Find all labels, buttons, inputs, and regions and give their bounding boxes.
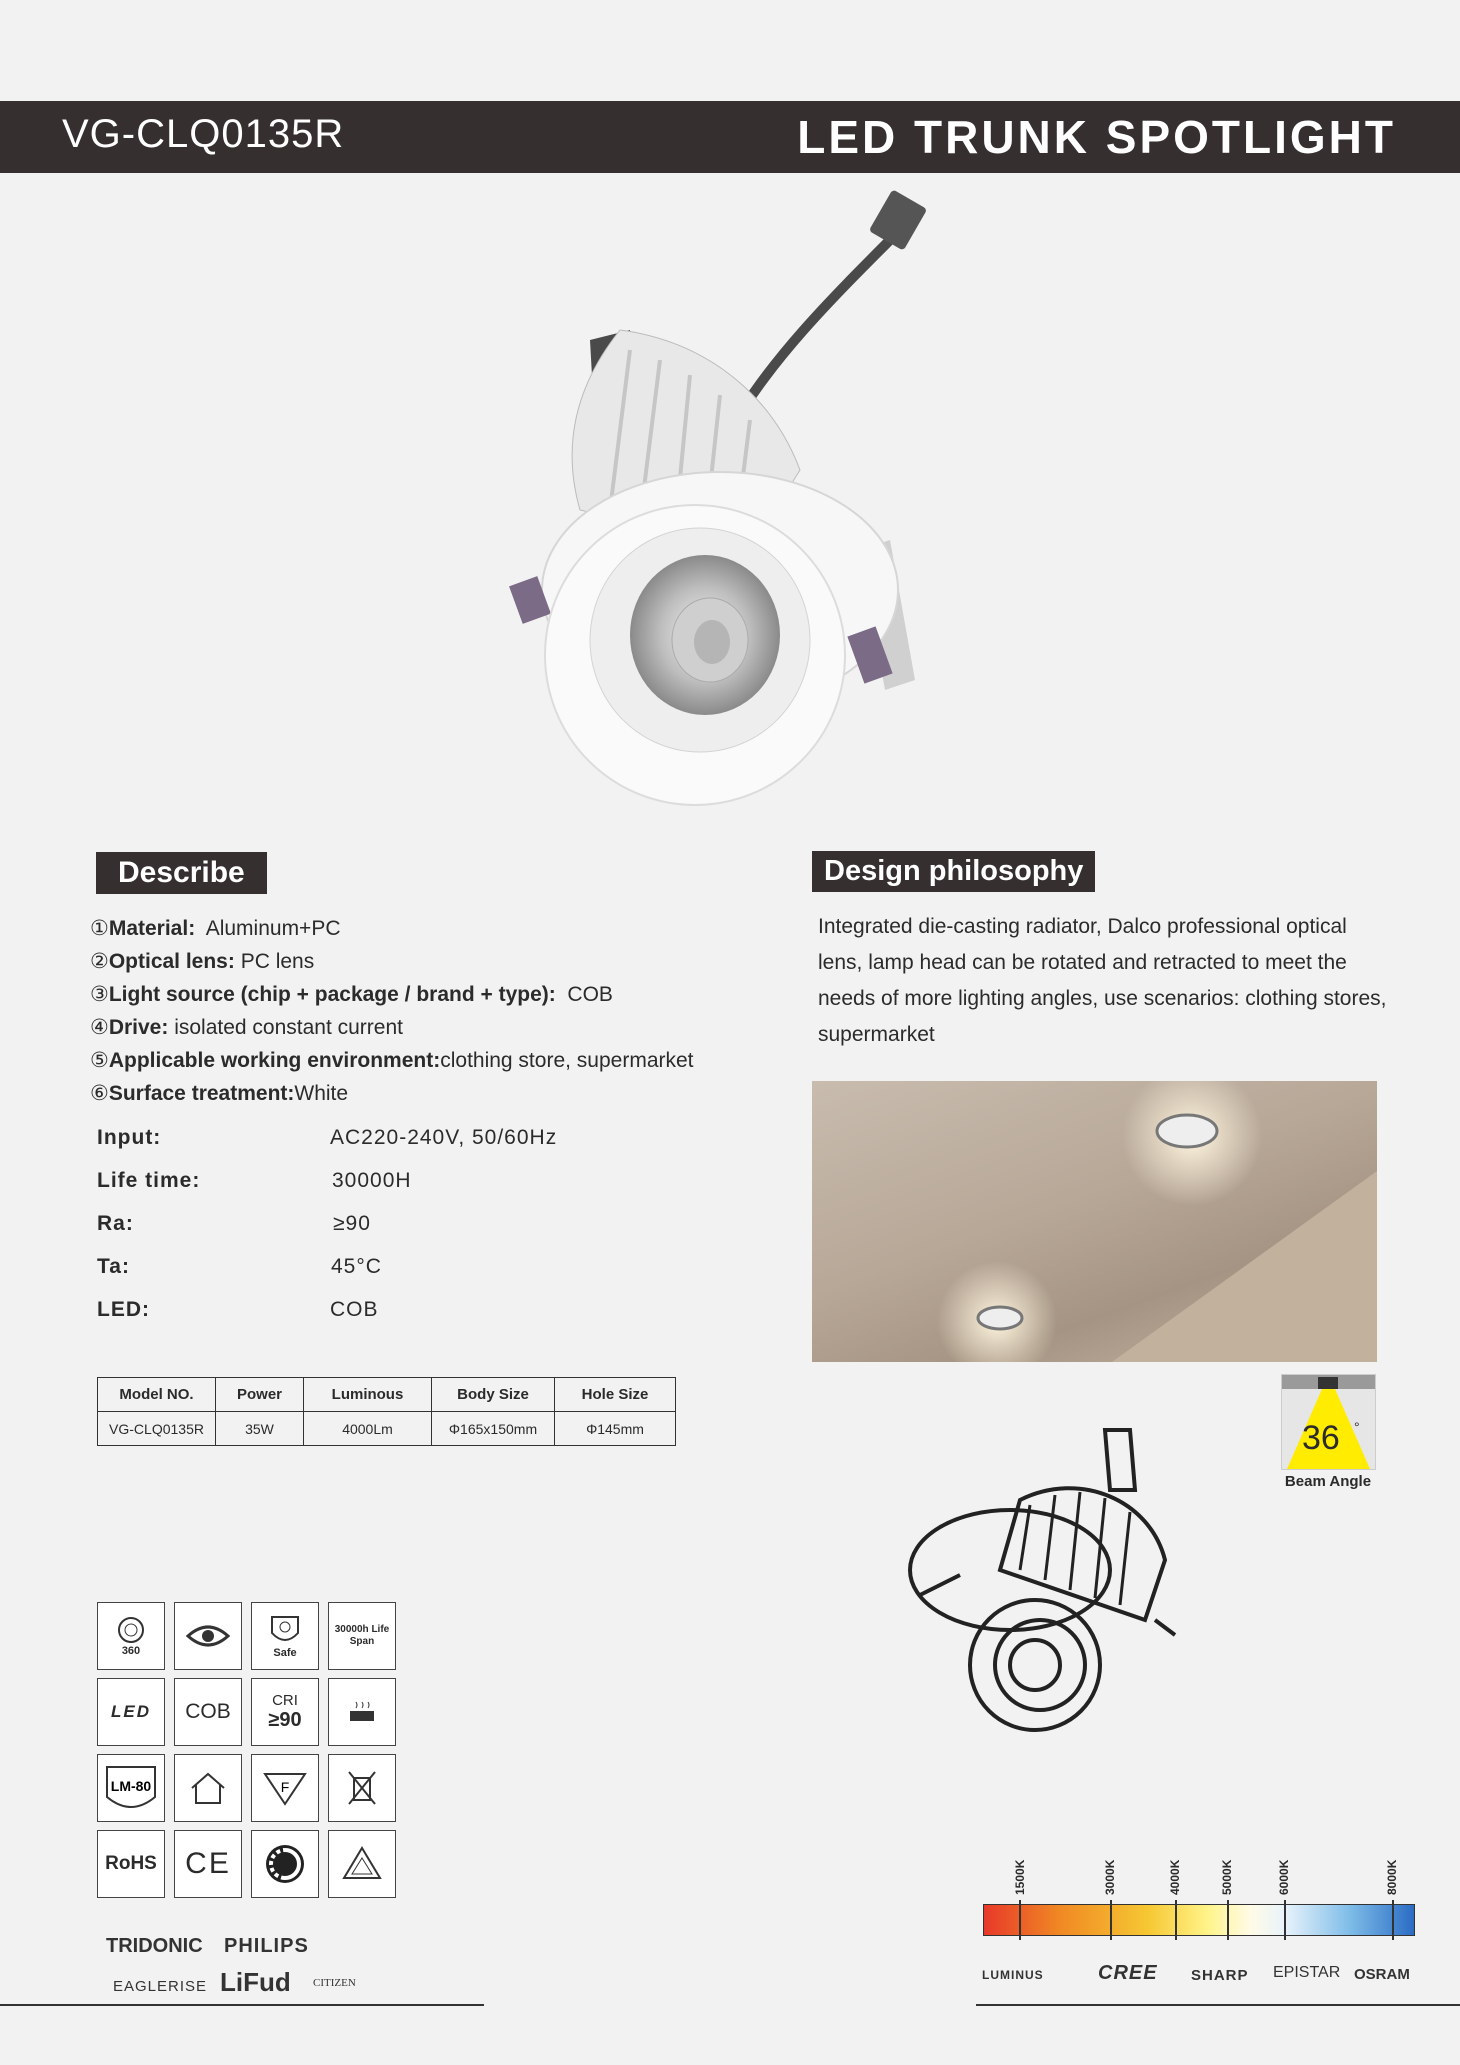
heat-icon: [328, 1678, 396, 1746]
brand-citizen: CITIZEN: [313, 1977, 356, 1989]
svg-text:LM-80: LM-80: [110, 1778, 152, 1794]
spec-table: [97, 1377, 676, 1446]
color-temperature-bar: [983, 1904, 1415, 1936]
safe-icon: Safe: [251, 1602, 319, 1670]
ct-label: 6000K: [1277, 1859, 1291, 1895]
describe-list: [90, 912, 694, 1110]
rotation-360-icon: 360: [97, 1602, 165, 1670]
spec-row: Life time: 30000H: [97, 1169, 412, 1192]
brand-philips: PHILIPS: [224, 1935, 309, 1957]
spec-row: Ra: ≥90: [97, 1212, 371, 1235]
design-heading: Design philosophy: [812, 851, 1095, 892]
led-icon: LED: [97, 1678, 165, 1746]
beam-angle-icon: 36 °: [1281, 1374, 1376, 1470]
spec-row: LED: COB: [97, 1298, 379, 1321]
describe-heading: Describe: [96, 852, 267, 894]
ct-tick: [1110, 1900, 1112, 1940]
brand-sharp: SHARP: [1191, 1967, 1249, 1984]
table-header-row: Model NO. Power Luminous Body Size Hole Size: [98, 1378, 676, 1412]
feature-icon-grid: [97, 1602, 396, 1898]
line-drawing: [900, 1420, 1180, 1740]
weee-bin-icon: [328, 1754, 396, 1822]
footer-rule-right: [976, 2004, 1460, 2006]
lifespan-icon: 30000h Life Span: [328, 1602, 396, 1670]
footer-rule-left: [0, 2004, 484, 2006]
ct-tick: [1392, 1900, 1394, 1940]
list-item: ④Drive: isolated constant current: [90, 1016, 403, 1039]
brand-cree: CREE: [1098, 1962, 1158, 1984]
list-item: ②Optical lens: PC lens: [90, 950, 315, 973]
ce-icon: CE: [174, 1830, 242, 1898]
design-text: Integrated die-casting radiator, Dalco professional optical lens, lamp head can be rotated and retracted to meet the needs of more lighting angles, use scenarios: clothing stores, supermarket: [818, 915, 1387, 1046]
rohs-icon: RoHS: [97, 1830, 165, 1898]
beam-angle-label: Beam Angle: [1284, 1473, 1372, 1490]
ct-label: 5000K: [1220, 1859, 1234, 1895]
ct-label: 4000K: [1168, 1859, 1182, 1895]
table-row: VG-CLQ0135R 35W 4000Lm Φ165x150mm Φ145mm: [98, 1412, 676, 1446]
ct-tick: [1019, 1900, 1021, 1940]
eye-icon: [174, 1602, 242, 1670]
indoor-use-icon: [174, 1754, 242, 1822]
product-image: [500, 190, 960, 820]
green-dot-icon: [251, 1830, 319, 1898]
list-item: ⑤Applicable working environment:clothing store, supermarket: [90, 1049, 694, 1072]
beam-angle-value: 36: [1302, 1419, 1340, 1457]
cob-icon: COB: [174, 1678, 242, 1746]
product-title: LED TRUNK SPOTLIGHT: [797, 111, 1396, 163]
ct-label: 3000K: [1103, 1859, 1117, 1895]
brand-epistar: EPISTAR: [1273, 1964, 1341, 1981]
brand-tridonic: TRIDONIC: [106, 1935, 203, 1957]
brand-eaglerise: EAGLERISE: [113, 1978, 208, 1995]
cri-icon: CRI ≥90: [251, 1678, 319, 1746]
list-item: ①Material: Aluminum+PC: [90, 917, 341, 940]
svg-text:F: F: [280, 1779, 290, 1795]
spec-list: [97, 1126, 597, 1341]
spec-row: Input: AC220-240V, 50/60Hz: [97, 1126, 558, 1149]
recycle-icon: [328, 1830, 396, 1898]
ct-tick: [1284, 1900, 1286, 1940]
spec-row: Ta: 45°C: [97, 1255, 382, 1278]
f-mark-icon: [251, 1754, 319, 1822]
ct-label: 8000K: [1385, 1859, 1399, 1895]
ct-label: 1500K: [1013, 1859, 1027, 1895]
model-title: VG-CLQ0135R: [62, 112, 345, 156]
ct-tick: [1175, 1900, 1177, 1940]
scene-photo: [812, 1081, 1377, 1362]
brand-osram: OSRAM: [1354, 1966, 1410, 1983]
brand-luminus: LUMINUS: [982, 1968, 1044, 1982]
ct-tick: [1227, 1900, 1229, 1940]
brand-lifud: LiFud: [220, 1967, 291, 1997]
list-item: ③Light source (chip + package / brand + type): COB: [90, 983, 613, 1006]
lm80-icon: [97, 1754, 165, 1822]
list-item: ⑥Surface treatment:White: [90, 1082, 349, 1105]
